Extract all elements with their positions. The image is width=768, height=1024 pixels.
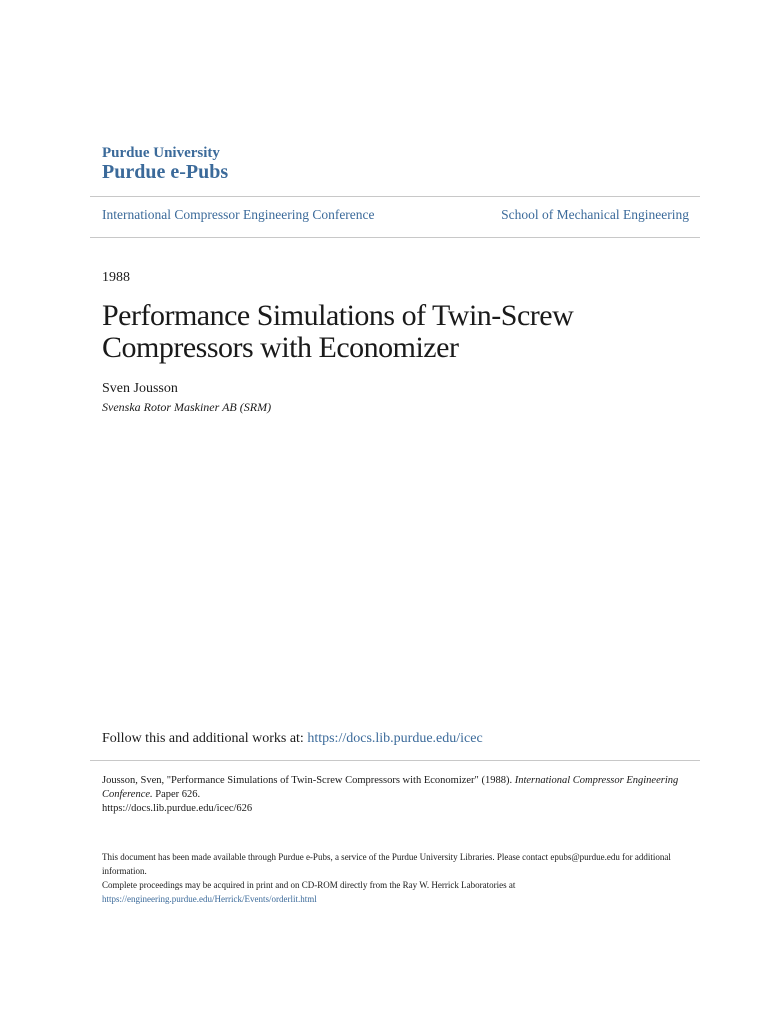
citation-block [102,774,682,816]
title-line-2: Compressors with Economizer [102,331,459,364]
author-name: Sven Jousson [102,381,178,396]
title-line-1: Performance Simulations of Twin-Screw [102,299,574,332]
paper-title [102,300,662,364]
divider-top [90,196,700,197]
notice-line-2-text: Complete proceedings may be acquired in print and on CD-ROM directly from the Ray W. Herrick Laboratories at [102,880,516,890]
notice-line-1: This document has been made available through Purdue e-Pubs, a service of the Purdue University Libraries. Please contact epubs@purdue.edu for additional information. [102,852,671,876]
divider-citation [90,760,700,761]
divider-bottom [90,237,700,238]
follow-link[interactable]: https://docs.lib.purdue.edu/icec [307,731,483,746]
herrick-link[interactable]: https://engineering.purdue.edu/Herrick/Events/orderlit.html [102,894,317,904]
citation-journal: International Compressor Engineering Conference. [102,775,679,800]
citation-paper: Paper 626. [152,789,201,800]
author-affiliation: Svenska Rotor Maskiner AB (SRM) [102,400,272,414]
follow-line [102,731,483,747]
publication-year: 1988 [102,270,130,285]
notice-line-2 [102,878,672,906]
university-link[interactable]: Purdue University [102,145,220,161]
citation-url: https://docs.lib.purdue.edu/icec/626 [102,803,253,814]
repository-link[interactable]: Purdue e-Pubs [102,161,229,183]
school-link[interactable]: School of Mechanical Engineering [501,207,689,222]
series-row [102,207,689,223]
notice-block [102,850,672,906]
follow-text: Follow this and additional works at: [102,731,308,746]
citation-prefix: Jousson, Sven, "Performance Simulations of Twin-Screw Compressors with Economizer" (1988). [102,775,515,786]
conference-link[interactable]: International Compressor Engineering Conference [102,207,375,222]
